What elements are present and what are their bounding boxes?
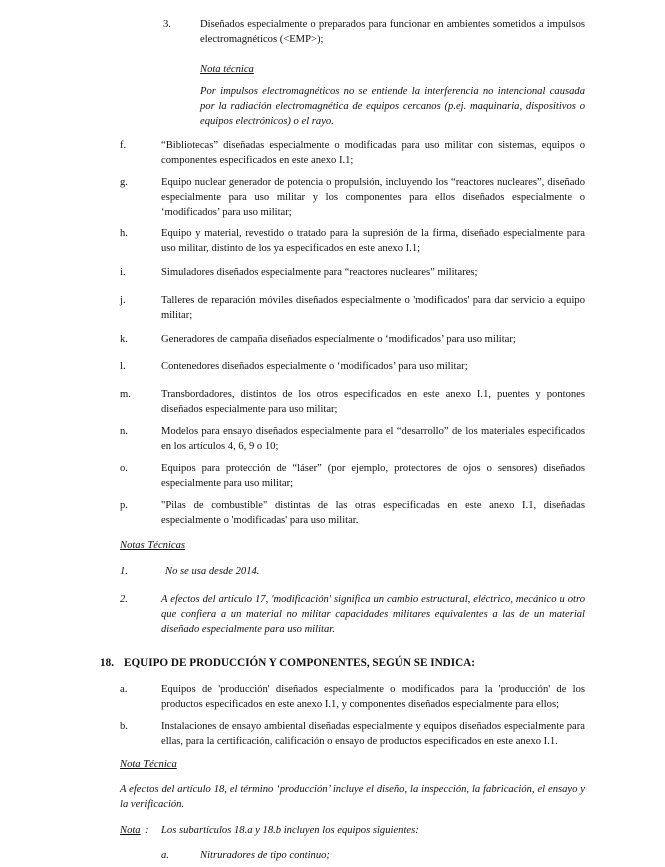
- item-3-note-title: Nota técnica: [200, 64, 254, 75]
- section-18-heading: EQUIPO DE PRODUCCIÓN Y COMPONENTES, SEGÚN SE INDICA:: [124, 657, 475, 669]
- section-18-nota-tecnica-text: A efectos del artículo 18, el término ‘producción’ incluye el diseño, la inspección, la fabricación, el ensayo y la verificación.: [120, 784, 585, 810]
- item-i-letter: i.: [120, 267, 126, 278]
- item-l-letter: l.: [120, 361, 126, 372]
- section-18-a-text: Equipos de 'producción' diseñados especialmente o modificados para la 'producción' de los productos especificados en este anexo I.1, y componentes diseñados especialmente para ellos;: [161, 684, 585, 710]
- nota-2-text: A efectos del artículo 17, 'modificación' significa un cambio estructural, eléctrico, mecánico u otro que confiera a un material no militar capacidades militares equivalentes a las de un material diseñado especialmente para uso militar.: [161, 594, 585, 635]
- item-p-text: "Pilas de combustible" distintas de las otras especificadas en este anexo I.1, diseñadas especialmente o 'modificadas' para uso militar.: [161, 500, 585, 526]
- item-m-letter: m.: [120, 389, 131, 400]
- section-18-nota-colon: :: [145, 825, 149, 836]
- section-18-b-letter: b.: [120, 721, 128, 732]
- item-k-letter: k.: [120, 334, 128, 345]
- item-3-note-text: Por impulsos electromagnéticos no se entiende la interferencia no intencional causada por la radiación electromagnética de equipos cercanos (p.ej. maquinaria, dispositivos o equipos electrónicos) o el rayo.: [200, 86, 585, 127]
- section-18-a-letter: a.: [120, 684, 128, 695]
- section-18-number: 18.: [100, 657, 114, 669]
- item-j-letter: j.: [120, 295, 126, 306]
- item-h-text: Equipo y material, revestido o tratado para la supresión de la firma, diseñado especialmente para uso militar, distinto de los ya especificados en este anexo I.1;: [161, 228, 585, 254]
- item-o-text: Equipos para protección de “láser” (por ejemplo, protectores de ojos o sensores) diseñados especialmente para uso militar;: [161, 463, 585, 489]
- section-18-sub-a-text: Nitruradores de tipo continuo;: [200, 850, 330, 861]
- nota-1-text: No se usa desde 2014.: [165, 566, 260, 577]
- item-h-letter: h.: [120, 228, 128, 239]
- item-3-text: Diseñados especialmente o preparados para funcionar en ambientes sometidos a impulsos electromagnéticos (<EMP>);: [200, 19, 585, 45]
- section-18-nota-label: Nota: [120, 825, 141, 836]
- section-18-nota-text: Los subartículos 18.a y 18.b incluyen los equipos siguientes:: [161, 825, 419, 836]
- item-o-letter: o.: [120, 463, 128, 474]
- item-n-letter: n.: [120, 426, 128, 437]
- nota-1-number: 1.: [120, 566, 128, 577]
- item-g-letter: g.: [120, 177, 128, 188]
- item-3-number: 3.: [163, 19, 171, 30]
- section-18-b-text: Instalaciones de ensayo ambiental diseñadas especialmente y equipos diseñados especialmente para ellas, para la certificación, calificación o ensayo de productos especificados en este anexo I.1.: [161, 721, 585, 747]
- nota-2-number: 2.: [120, 594, 128, 605]
- item-f-letter: f.: [120, 140, 127, 151]
- section-18-nota-tecnica-title: Nota Técnica: [120, 759, 177, 770]
- notas-tecnicas-title: Notas Técnicas: [120, 540, 186, 551]
- item-p-letter: p.: [120, 500, 128, 511]
- item-g-text: Equipo nuclear generador de potencia o propulsión, incluyendo los “reactores nucleares”, diseñado especialmente para uso militar y los componentes para ellos diseñados especialmente o ‘modificados’ para uso militar;: [161, 177, 585, 218]
- item-i-text: Simuladores diseñados especialmente para “reactores nucleares” militares;: [161, 267, 478, 278]
- item-f-text: “Bibliotecas” diseñadas especialmente o modificadas para uso militar con sistemas, equipos o componentes especificados en este anexo I.1;: [161, 140, 585, 166]
- section-18-sub-a-letter: a.: [161, 850, 169, 861]
- item-n-text: Modelos para ensayo diseñados especialmente para el “desarrollo” de los materiales especificados en los artículos 4, 6, 9 o 10;: [161, 426, 585, 452]
- item-k-text: Generadores de campaña diseñados especialmente o ‘modificados’ para uso militar;: [161, 334, 516, 345]
- item-l-text: Contenedores diseñados especialmente o ‘modificados’ para uso militar;: [161, 361, 468, 372]
- item-j-text: Talleres de reparación móviles diseñados especialmente o 'modificados' para dar servicio a equipo militar;: [161, 295, 585, 321]
- item-m-text: Transbordadores, distintos de los otros especificados en este anexo I.1, puentes y pontones diseñados especialmente para uso militar;: [161, 389, 585, 415]
